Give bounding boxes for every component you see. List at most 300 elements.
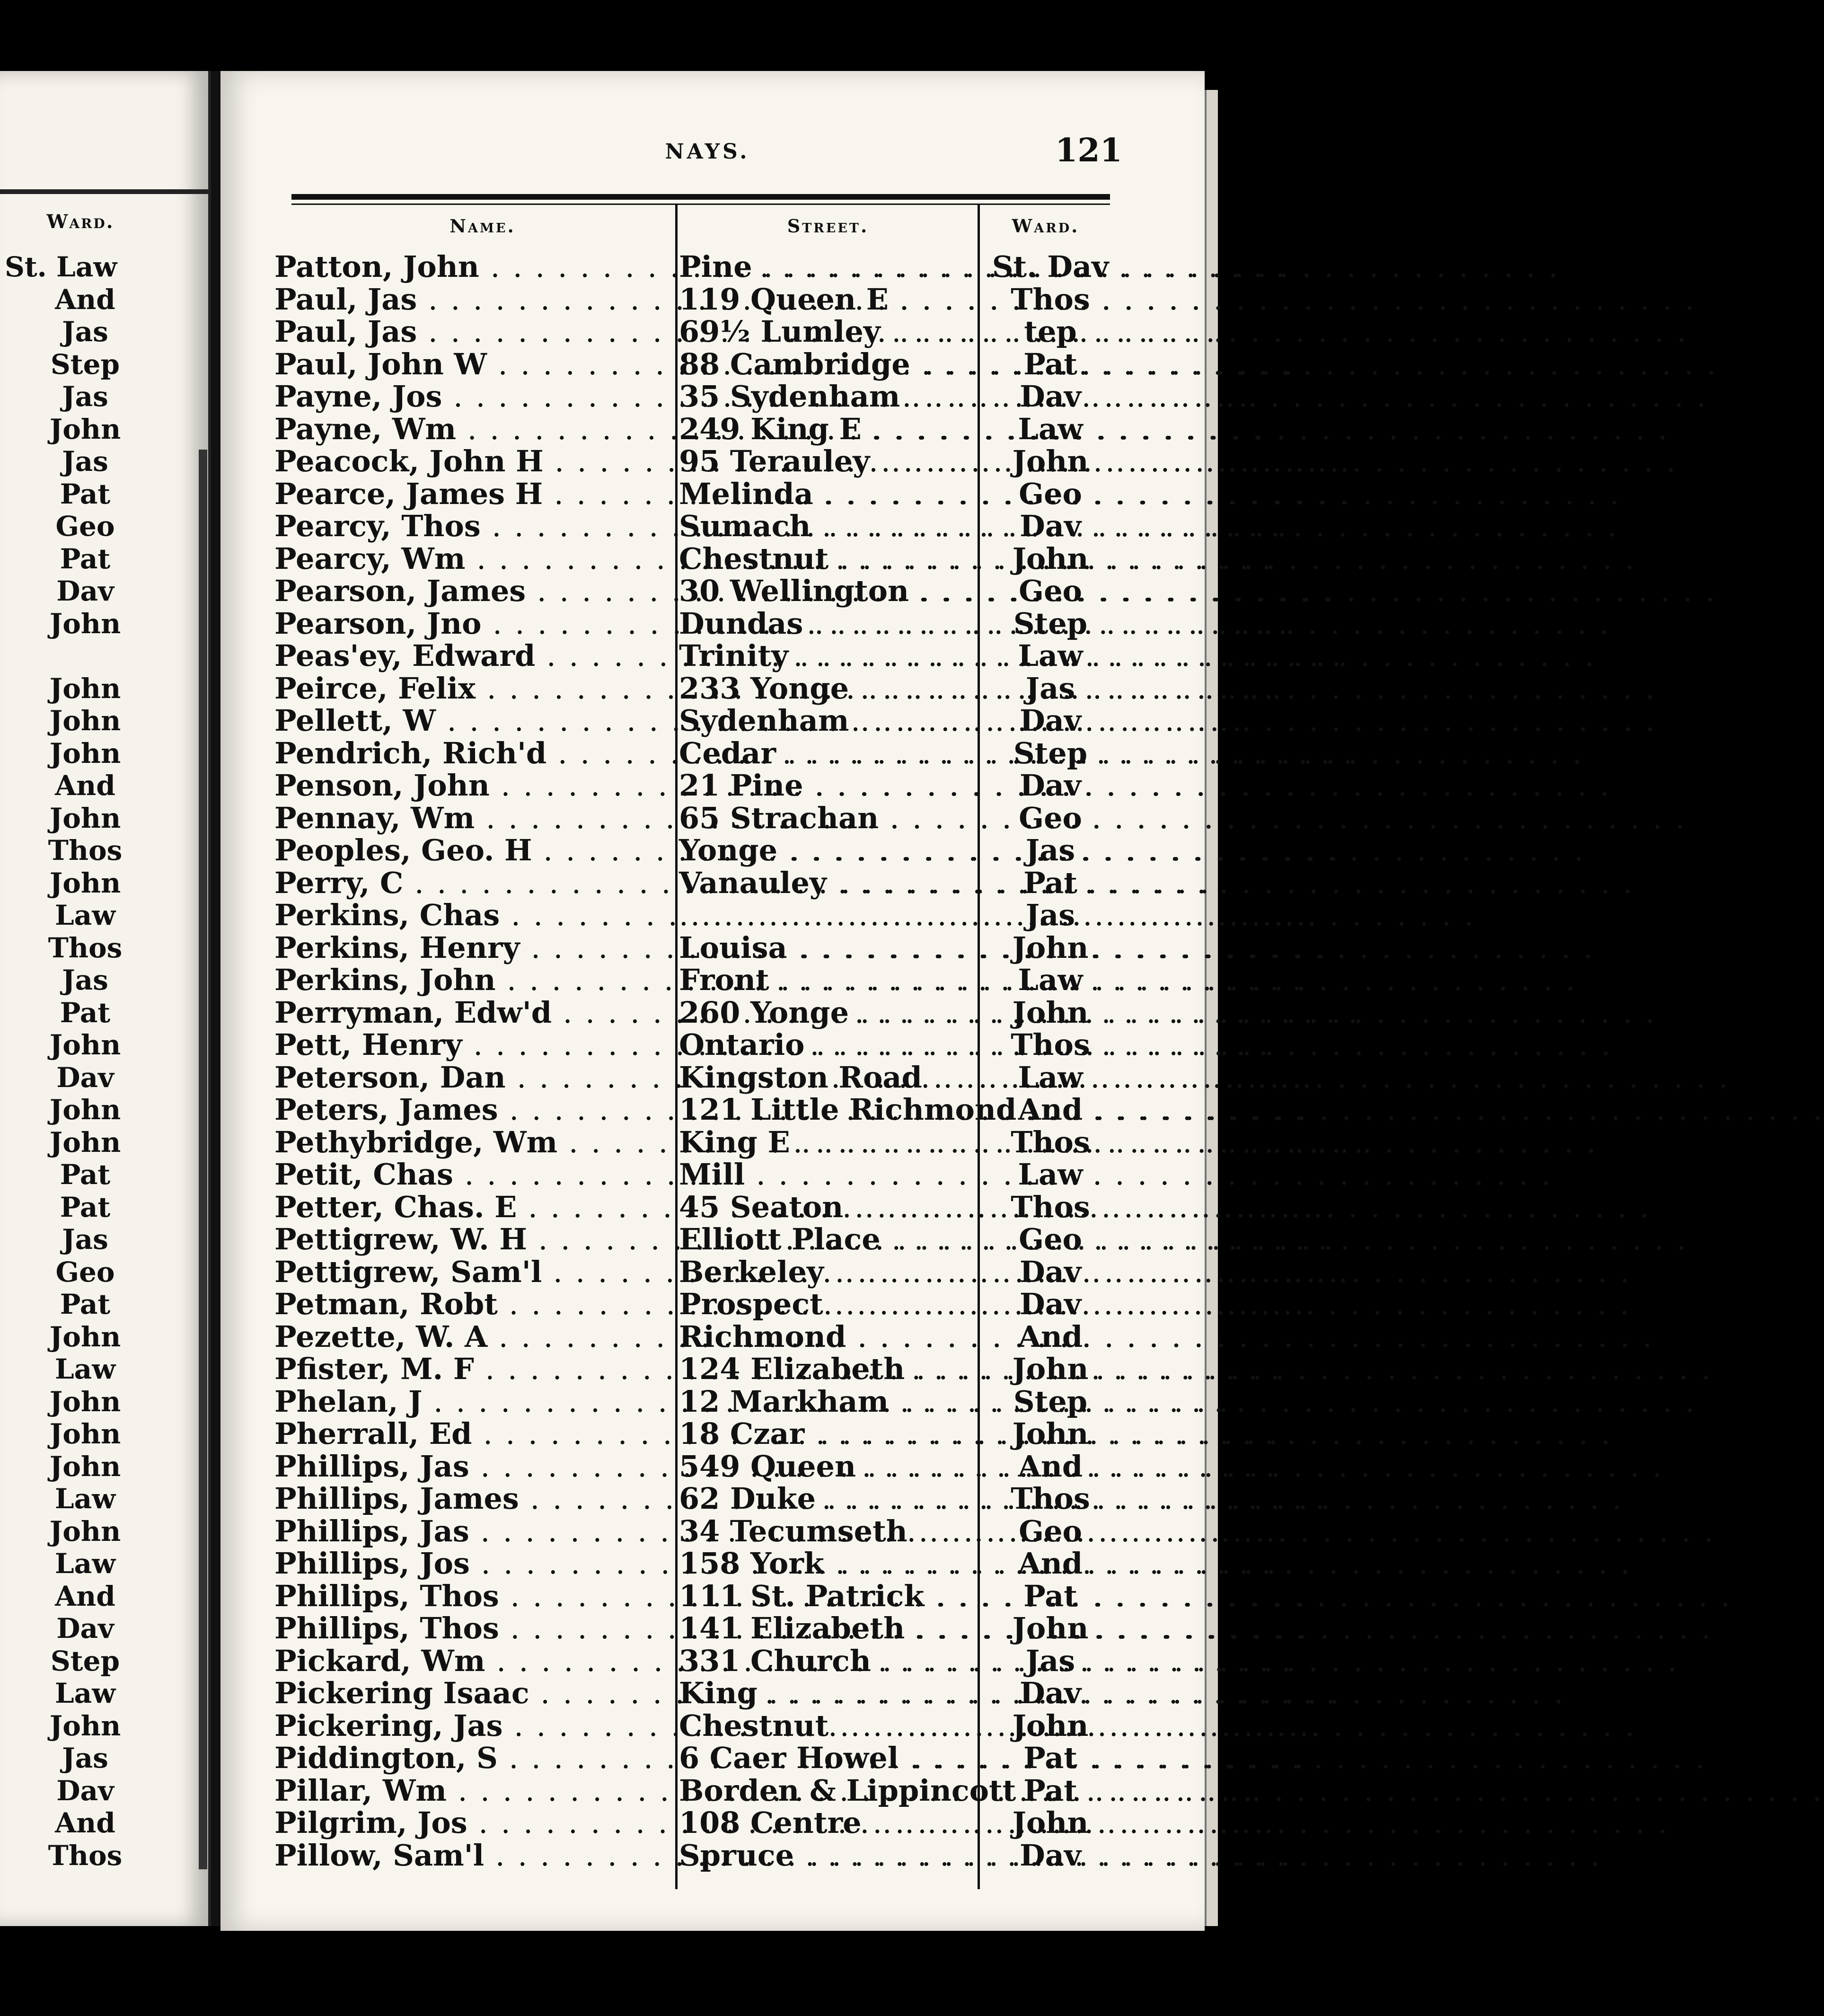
left-ward-cell: Thos <box>48 834 123 867</box>
table-row <box>274 640 1117 672</box>
street-cell: 34 Tecumseth <box>679 1513 908 1548</box>
street-cell: 69½ Lumley <box>679 314 881 349</box>
ward-cell: tep <box>1024 314 1077 349</box>
name-cell: Pett, Henry <box>274 1027 462 1062</box>
name-cell-wrap <box>274 1223 670 1256</box>
name-cell-wrap <box>274 834 670 867</box>
name-cell: Payne, Wm <box>274 411 457 446</box>
table-row <box>274 964 1117 997</box>
street-cell: Melinda <box>679 476 813 511</box>
ward-cell: Law <box>1018 963 1083 997</box>
table-row <box>274 705 1117 737</box>
ward-cell: Jas <box>1025 1643 1075 1678</box>
ward-cell: And <box>1018 1546 1083 1581</box>
table-row <box>274 1677 1117 1710</box>
left-ward-cell: John <box>49 1320 121 1353</box>
street-cell-wrap <box>679 1547 1244 1580</box>
table-row <box>274 413 1117 446</box>
left-ward-cell: Step <box>50 348 120 380</box>
name-cell: Pillow, Sam'l <box>274 1838 485 1873</box>
street-cell-wrap <box>679 1288 1244 1320</box>
name-cell-wrap <box>274 1158 670 1191</box>
street-cell: 158 York <box>679 1546 824 1581</box>
name-cell-wrap <box>274 1353 670 1385</box>
ward-cell: John <box>1012 995 1089 1030</box>
name-cell: Pearce, James H <box>274 476 543 511</box>
ward-cell: Thos <box>1011 1481 1090 1516</box>
ward-cell: Dav <box>1020 1287 1081 1321</box>
left-ward-cell: Step <box>50 1645 120 1677</box>
street-column-header: Street. <box>787 215 869 237</box>
table-row <box>274 1288 1117 1321</box>
street-cell-wrap <box>679 1353 1244 1385</box>
ward-cell: Pat <box>1023 865 1077 900</box>
name-cell: Pickard, Wm <box>274 1643 485 1678</box>
street-cell: 35 Sydenham <box>679 379 900 414</box>
name-cell-wrap <box>274 1677 670 1709</box>
left-ward-cell: Dav <box>56 1774 114 1807</box>
table-row <box>274 1807 1117 1839</box>
table-row <box>274 737 1117 770</box>
ward-cell: Geo <box>1019 800 1082 835</box>
street-cell-wrap <box>679 283 1244 316</box>
street-cell: Vanauley <box>679 865 827 900</box>
name-cell: Peas'ey, Edward <box>274 638 536 673</box>
name-cell: Peterson, Dan <box>274 1060 506 1095</box>
name-cell-wrap <box>274 1547 670 1580</box>
street-cell-wrap <box>679 1126 1244 1158</box>
table-row <box>274 1223 1117 1256</box>
name-cell-wrap <box>274 1061 670 1094</box>
street-cell: 549 Queen <box>679 1449 856 1484</box>
name-cell: Perry, C <box>274 865 404 900</box>
street-cell-wrap <box>679 1710 1244 1742</box>
left-ward-cell: Thos <box>48 931 123 964</box>
street-cell: 45 Seaton <box>679 1189 844 1224</box>
left-ward-list <box>5 251 194 1872</box>
name-cell: Pherrall, Ed <box>274 1416 472 1451</box>
street-cell-wrap <box>679 1450 1244 1483</box>
street-cell-wrap <box>679 1418 1244 1450</box>
table-row <box>274 1094 1117 1126</box>
left-ward-cell: Dav <box>56 1612 114 1645</box>
name-cell: Perkins, Henry <box>274 930 520 965</box>
table-row <box>274 608 1117 640</box>
name-cell-wrap <box>274 478 670 510</box>
voter-entries-table <box>274 251 1117 1872</box>
street-cell: Trinity <box>679 638 789 673</box>
table-row <box>274 932 1117 964</box>
ward-cell: Law <box>1018 1060 1083 1095</box>
table-row <box>274 575 1117 608</box>
street-cell: Spruce <box>679 1838 794 1873</box>
table-row <box>274 899 1117 932</box>
left-ward-cell: John <box>49 672 121 705</box>
ward-cell: Law <box>1018 411 1083 446</box>
ward-cell: John <box>1012 1805 1089 1840</box>
left-ward-cell: Law <box>54 1547 116 1580</box>
name-cell-wrap <box>274 1450 670 1483</box>
name-cell: Perryman, Edw'd <box>274 995 552 1030</box>
table-top-rule <box>291 194 1110 200</box>
street-cell: Pine <box>679 249 752 284</box>
name-cell: Pellett, W <box>274 703 436 738</box>
name-cell-wrap <box>274 705 670 737</box>
table-row <box>274 543 1117 575</box>
street-cell-wrap <box>679 1580 1244 1612</box>
table-row <box>274 478 1117 511</box>
left-ward-cell: John <box>49 1385 121 1418</box>
table-row <box>274 1515 1117 1548</box>
street-cell: 18 Czar <box>679 1416 805 1451</box>
name-cell: Pearcy, Wm <box>274 541 466 576</box>
name-cell: Phillips, Thos <box>274 1611 499 1645</box>
table-row <box>274 510 1117 543</box>
page-number: 121 <box>1055 132 1122 169</box>
left-ward-cell: Thos <box>48 1839 123 1872</box>
left-ward-cell: Law <box>54 1353 116 1385</box>
table-row <box>274 1256 1117 1289</box>
ward-cell: Dav <box>1020 379 1081 414</box>
street-cell: 119 Queen E <box>679 282 889 317</box>
left-ward-cell: And <box>55 1580 115 1612</box>
street-cell-wrap <box>679 1321 1244 1353</box>
street-cell-wrap <box>679 1807 1244 1839</box>
table-row <box>274 997 1117 1029</box>
left-ward-cell: Pat <box>60 477 111 510</box>
table-row <box>274 1029 1117 1061</box>
ward-cell: John <box>1012 1416 1089 1451</box>
street-cell: Kingston Road <box>679 1060 922 1095</box>
name-cell-wrap <box>274 1418 670 1450</box>
name-cell: Payne, Jos <box>274 379 442 414</box>
name-cell: Penson, John <box>274 768 490 803</box>
table-top-rule-thin <box>291 203 1110 205</box>
name-cell-wrap <box>274 1742 670 1774</box>
table-row <box>274 802 1117 835</box>
book-gutter <box>211 71 220 1926</box>
name-cell: Piddington, S <box>274 1741 498 1775</box>
left-ward-cell: Jas <box>62 445 108 477</box>
street-cell-wrap <box>679 1483 1244 1515</box>
name-cell: Pfister, M. F <box>274 1352 474 1386</box>
street-cell-wrap <box>679 1612 1244 1645</box>
ward-cell: John <box>1012 1352 1089 1386</box>
name-cell: Paul, Jas <box>274 314 417 349</box>
street-cell-wrap <box>679 575 1244 607</box>
table-row <box>274 251 1117 283</box>
street-cell: Louisa <box>679 930 787 965</box>
name-cell-wrap <box>274 380 670 413</box>
running-head: NAYS. <box>665 140 750 164</box>
name-cell-wrap <box>274 608 670 640</box>
name-cell: Patton, John <box>274 249 479 284</box>
street-cell-wrap <box>679 478 1244 510</box>
ward-cell: John <box>1012 1611 1089 1645</box>
street-cell: Sumach <box>679 509 811 543</box>
name-cell: Phillips, Jos <box>274 1546 470 1581</box>
ward-cell: Jas <box>1025 833 1075 867</box>
ward-cell: Jas <box>1025 898 1075 932</box>
table-row <box>274 1612 1117 1645</box>
name-cell: Pettigrew, W. H <box>274 1222 527 1256</box>
street-cell: 233 Yonge <box>679 671 849 706</box>
ward-cell: Step <box>1013 606 1088 641</box>
name-cell-wrap <box>274 1580 670 1612</box>
name-cell: Pezette, W. A <box>274 1319 488 1354</box>
name-cell-wrap <box>274 640 670 672</box>
name-cell: Perkins, John <box>274 963 496 997</box>
name-cell: Pearson, James <box>274 574 526 608</box>
street-cell: Dundas <box>679 606 803 641</box>
name-cell: Petman, Robt <box>274 1287 498 1321</box>
ward-cell: Geo <box>1019 1513 1082 1548</box>
table-row <box>274 1839 1117 1872</box>
street-cell-wrap <box>679 1029 1244 1061</box>
left-ward-cell: And <box>55 283 115 316</box>
table-row <box>274 769 1117 802</box>
street-cell: 62 Duke <box>679 1481 816 1516</box>
table-row <box>274 1710 1117 1742</box>
street-cell: 249 King E <box>679 411 862 446</box>
left-ward-cell: St. Law <box>5 251 117 283</box>
ward-cell: Dav <box>1020 1838 1081 1873</box>
table-row <box>274 1353 1117 1386</box>
name-cell: Paul, Jas <box>274 282 417 317</box>
street-cell-wrap <box>679 1775 1244 1807</box>
name-cell: Peoples, Geo. H <box>274 833 532 867</box>
left-ward-cell: Pat <box>60 1191 111 1223</box>
left-ward-cell: Jas <box>62 316 108 348</box>
street-cell: Mill <box>679 1157 745 1192</box>
left-ward-cell: John <box>49 705 121 737</box>
table-row <box>274 867 1117 900</box>
name-cell: Phillips, Jas <box>274 1513 469 1548</box>
name-cell-wrap <box>274 445 670 477</box>
street-cell: Elliott Place <box>679 1222 881 1256</box>
street-cell: Cedar <box>679 735 776 770</box>
name-cell-wrap <box>274 1256 670 1288</box>
name-cell: Pickering, Jas <box>274 1708 503 1743</box>
left-ward-cell: John <box>49 413 121 445</box>
left-ward-cell: Geo <box>55 510 115 542</box>
table-row <box>274 1450 1117 1483</box>
left-ward-cell: John <box>49 1029 121 1061</box>
street-cell-wrap <box>679 316 1244 348</box>
left-ward-cell <box>5 640 166 672</box>
name-cell: Petter, Chas. E <box>274 1189 517 1224</box>
street-cell-wrap <box>679 769 1244 802</box>
street-cell: 111 St. Patrick <box>679 1578 925 1613</box>
name-cell-wrap <box>274 769 670 802</box>
left-ward-cell: John <box>49 607 121 640</box>
name-cell-wrap <box>274 1029 670 1061</box>
street-cell: 88 Cambridge <box>679 346 910 381</box>
left-ward-cell: John <box>49 1094 121 1126</box>
table-row <box>274 1191 1117 1224</box>
name-cell-wrap <box>274 1483 670 1515</box>
name-cell-wrap <box>274 1515 670 1547</box>
ward-cell: Geo <box>1019 574 1082 608</box>
left-ward-cell: Law <box>54 899 116 931</box>
name-cell: Peters, James <box>274 1092 498 1127</box>
name-cell-wrap <box>274 413 670 445</box>
ward-cell: Dav <box>1020 509 1081 543</box>
table-row <box>274 316 1117 348</box>
street-cell-wrap <box>679 899 1244 931</box>
name-cell: Phillips, Jas <box>274 1449 469 1484</box>
name-cell: Petit, Chas <box>274 1157 453 1192</box>
street-cell-wrap <box>679 1677 1244 1709</box>
street-cell-wrap <box>679 932 1244 964</box>
street-cell-wrap <box>679 543 1244 575</box>
name-cell-wrap <box>274 1386 670 1418</box>
ward-cell: Dav <box>1020 1254 1081 1289</box>
name-cell-wrap <box>274 672 670 705</box>
street-cell: Yonge <box>679 833 778 867</box>
name-cell-wrap <box>274 283 670 316</box>
street-cell-wrap <box>679 834 1244 867</box>
name-cell-wrap <box>274 737 670 769</box>
ward-cell: Dav <box>1020 1676 1081 1710</box>
name-cell-wrap <box>274 1191 670 1223</box>
name-cell-wrap <box>274 316 670 348</box>
left-ward-cell: Pat <box>60 1288 111 1320</box>
name-cell-wrap <box>274 997 670 1029</box>
street-cell-wrap <box>679 964 1244 996</box>
left-ward-cell: Jas <box>62 1223 108 1256</box>
name-cell: Perkins, Chas <box>274 898 500 932</box>
name-cell-wrap <box>274 1807 670 1839</box>
street-cell-wrap <box>679 380 1244 413</box>
table-row <box>274 672 1117 705</box>
name-cell-wrap <box>274 1126 670 1158</box>
table-row <box>274 1158 1117 1191</box>
street-cell-wrap <box>679 1158 1244 1191</box>
street-cell-wrap <box>679 1386 1244 1418</box>
street-cell-wrap <box>679 802 1244 834</box>
street-cell: Front <box>679 963 769 997</box>
ward-cell: Thos <box>1011 1189 1090 1224</box>
street-cell-wrap <box>679 1094 1244 1126</box>
name-cell-wrap <box>274 575 670 607</box>
left-ward-cell: And <box>55 769 115 802</box>
name-cell: Pendrich, Rich'd <box>274 735 547 770</box>
street-cell: 108 Centre <box>679 1805 862 1840</box>
name-cell-wrap <box>274 1710 670 1742</box>
ward-cell: Geo <box>1019 1222 1082 1256</box>
name-column-header: Name. <box>449 215 516 237</box>
left-ward-cell: Law <box>54 1483 116 1515</box>
left-ward-cell: Jas <box>62 964 108 996</box>
table-row <box>274 1321 1117 1353</box>
ward-cell: And <box>1018 1449 1083 1484</box>
street-cell: Ontario <box>679 1027 805 1062</box>
table-row <box>274 1386 1117 1418</box>
name-cell: Peacock, John H <box>274 444 544 478</box>
ward-cell: Thos <box>1011 282 1090 317</box>
left-ward-cell: Pat <box>60 1158 111 1191</box>
name-cell-wrap <box>274 932 670 964</box>
street-cell: King <box>679 1676 758 1710</box>
name-cell-wrap <box>274 543 670 575</box>
street-cell-wrap <box>679 640 1244 672</box>
street-cell: Chestnut <box>679 541 829 576</box>
left-ward-cell: John <box>49 1450 121 1483</box>
left-ward-column-header: Ward. <box>46 211 115 233</box>
table-row <box>274 1742 1117 1775</box>
table-row <box>274 1645 1117 1678</box>
street-cell-wrap <box>679 510 1244 542</box>
street-cell-wrap <box>679 1515 1244 1547</box>
ward-cell: And <box>1018 1092 1083 1127</box>
table-row <box>274 445 1117 478</box>
name-cell: Pearcy, Thos <box>274 509 481 543</box>
name-cell: Pilgrim, Jos <box>274 1805 467 1840</box>
street-cell: 65 Strachan <box>679 800 879 835</box>
name-cell: Peirce, Felix <box>274 671 476 706</box>
ward-cell: Step <box>1013 735 1088 770</box>
table-row <box>274 380 1117 413</box>
ward-cell: Thos <box>1011 1124 1090 1159</box>
ward-cell: St. Dav <box>992 249 1109 284</box>
street-cell: 141 Elizabeth <box>679 1611 905 1645</box>
street-cell: King E <box>679 1124 790 1159</box>
left-ward-cell: And <box>55 1807 115 1839</box>
left-ward-cell: Law <box>54 1677 116 1709</box>
ward-cell: John <box>1012 1708 1089 1743</box>
street-cell-wrap <box>679 1742 1244 1774</box>
ward-cell: And <box>1018 1319 1083 1354</box>
table-row <box>274 1418 1117 1450</box>
ward-cell: John <box>1012 930 1089 965</box>
ward-cell: Dav <box>1020 768 1081 803</box>
ward-cell: John <box>1012 444 1089 478</box>
ward-cell: Jas <box>1025 671 1075 706</box>
street-cell: 124 Elizabeth <box>679 1352 905 1386</box>
left-ward-cell: Jas <box>62 380 108 413</box>
street-cell: 6 Caer Howel <box>679 1741 899 1775</box>
name-cell: Paul, John W <box>274 346 487 381</box>
name-cell-wrap <box>274 1775 670 1807</box>
street-cell: 260 Yonge <box>679 995 849 1030</box>
ward-cell: Geo <box>1019 476 1082 511</box>
street-cell-wrap <box>679 1645 1244 1677</box>
table-row <box>274 1547 1117 1580</box>
name-cell-wrap <box>274 510 670 542</box>
street-cell: 121 Little Richmond <box>679 1092 1017 1127</box>
name-cell: Pethybridge, Wm <box>274 1124 558 1159</box>
ward-cell: Pat <box>1023 346 1077 381</box>
name-cell-wrap <box>274 348 670 380</box>
ward-column-header: Ward. <box>1012 215 1080 237</box>
table-row <box>274 1775 1117 1807</box>
binding-stitch <box>199 450 207 1869</box>
street-cell: Prospect <box>679 1287 823 1321</box>
street-cell-wrap <box>679 1191 1244 1223</box>
left-ward-cell: John <box>49 737 121 769</box>
name-cell-wrap <box>274 1094 670 1126</box>
name-cell: Pillar, Wm <box>274 1773 447 1808</box>
ward-cell: Law <box>1018 1157 1083 1192</box>
street-cell: 12 Markham <box>679 1384 889 1419</box>
name-cell: Pickering Isaac <box>274 1676 529 1710</box>
street-cell: Borden & Lippincott <box>679 1773 1016 1808</box>
street-cell-wrap <box>679 251 1244 283</box>
left-ward-cell: John <box>49 1418 121 1450</box>
left-ward-cell: John <box>49 1515 121 1547</box>
ward-cell: Pat <box>1023 1741 1077 1775</box>
